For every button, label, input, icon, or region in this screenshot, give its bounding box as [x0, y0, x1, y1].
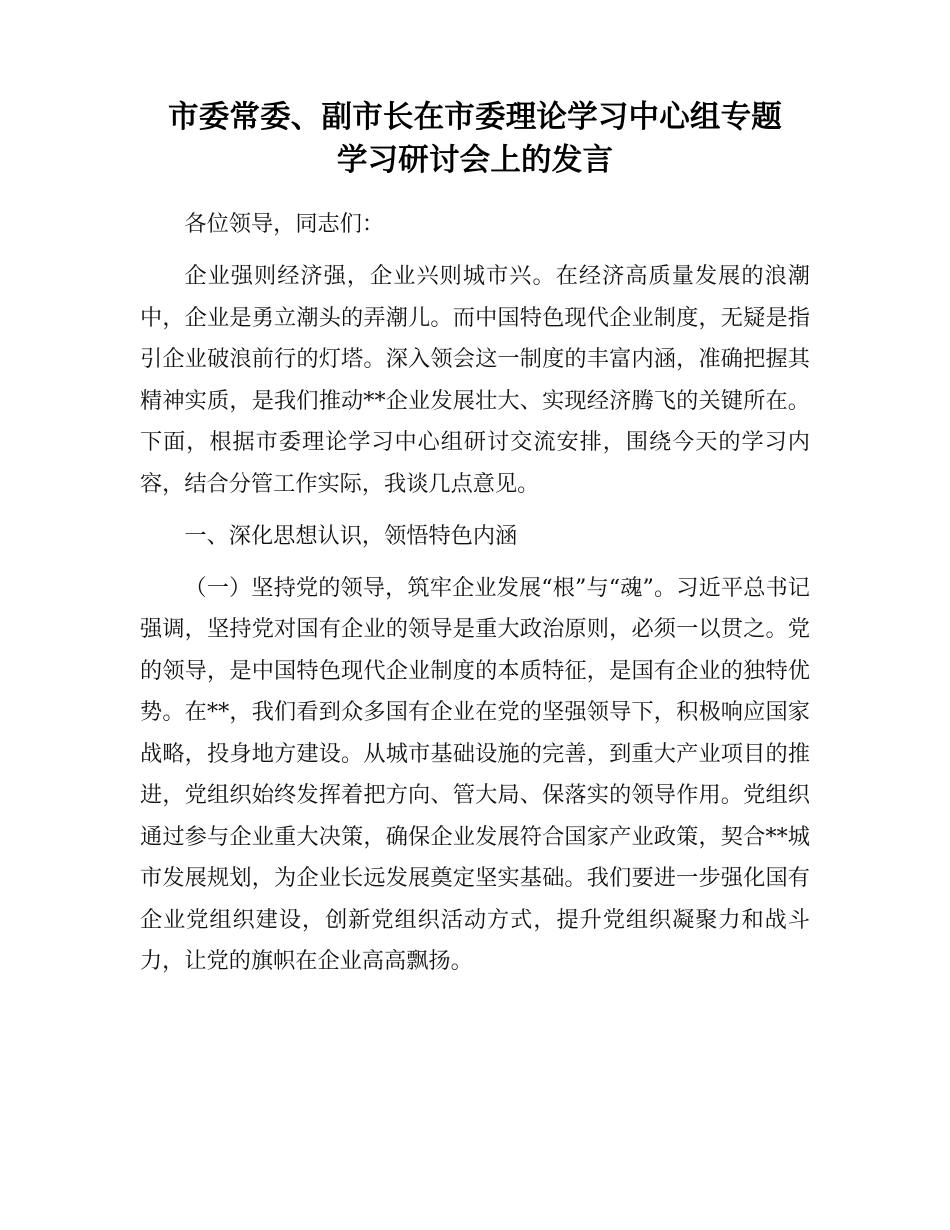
page-title-line-1: 市委常委、副市长在市委理论学习中心组专题: [168, 100, 782, 135]
page-title-line-2: 学习研讨会上的发言: [336, 143, 614, 178]
section-heading-1: 一、深化思想认识，领悟特色内涵: [184, 522, 518, 549]
page-title: [140, 96, 810, 182]
subsection-paragraph-1-1: （一）坚持党的领导，筑牢企业发展“根”与“魂”。习近平总书记强调，坚持党对国有企业的领导是重大政治原则，必须一以贯之。党的领导，是中国特色现代企业制度的本质特征，是国有企业的独特优势。在**，我们看到众多国有企业在党的坚强领导下，积极响应国家战略，投身地方建设。从城市基础设施的完善，到重大产业项目的推进，党组织始终发挥着把方向、管大局、保落实的领导作用。党组织通过参与企业重大决策，确保企业发展符合国家产业政策，契合**城市发展规划，为企业长远发展奠定坚实基础。我们要进一步强化国有企业党组织建设，创新党组织活动方式，提升党组织凝聚力和战斗力，让党的旗帜在企业高高飘扬。: [140, 574, 810, 974]
salutation-paragraph: 各位领导，同志们：: [184, 211, 385, 237]
document-content: [140, 96, 810, 983]
intro-paragraph: 企业强则经济强，企业兴则城市兴。在经济高质量发展的浪潮中，企业是勇立潮头的弄潮儿。而中国特色现代企业制度，无疑是指引企业破浪前行的灯塔。深入领会这一制度的丰富内涵，准确把握其精神实质，是我们推动**企业发展壮大、实现经济腾飞的关键所在。下面，根据市委理论学习中心组研讨交流安排，围绕今天的学习内容，结合分管工作实际，我谈几点意见。: [140, 263, 810, 497]
